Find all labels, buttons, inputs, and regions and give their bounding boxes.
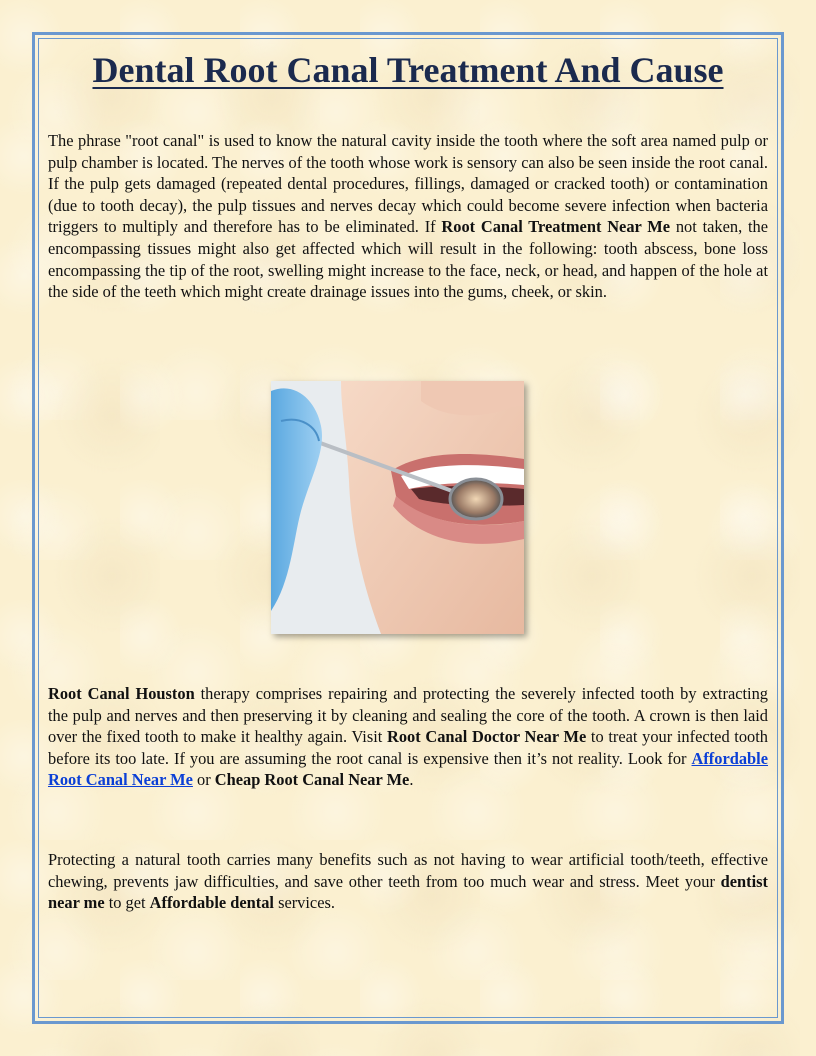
benefits-text-3: services. (273, 893, 335, 913)
keyword-root-canal-treatment-near-me: Root Canal Treatment Near Me (441, 217, 671, 237)
keyword-root-canal-houston: Root Canal Houston (48, 684, 195, 703)
keyword-cheap-root-canal-near-me: Cheap Root Canal Near Me (214, 770, 410, 790)
benefits-paragraph (48, 849, 768, 914)
benefits-text-2: to get (104, 893, 150, 913)
intro-text: The phrase "root canal" is used to know the natural cavity inside the tooth where the soft area named pulp or pulp chamber is located. The nerves of the tooth whose work is sensory can also be seen inside the root canal. If the pulp gets damaged (repeated dental procedures, fillings, damaged or cracked tooth) or contamination (due to tooth decay), the pulp tissues and nerves decay which could become severe infection when bacteria triggers to multiply and therefore has to be eliminated. If (48, 131, 768, 237)
treatment-paragraph (48, 683, 768, 791)
keyword-dentist-near-me: dentist near me (48, 871, 768, 913)
treatment-text-1: therapy comprises repairing and protecting the severely infected tooth by extracting the pulp and nerves and then preserving it by cleaning and sealing the core of the tooth. A crown is then laid over the fixed tooth to make it healthy again. Visit (48, 684, 768, 747)
dental-exam-photo (271, 381, 524, 634)
benefits-text-1: Protecting a natural tooth carries many benefits such as not having to wear artificial tooth/teeth, effective chewing, prevents jaw difficulties, and save other teeth from too much wear and stress. Meet your (48, 850, 768, 891)
treatment-text-4: . (409, 770, 414, 790)
intro-rest-text: not taken, the encompassing tissues might also get affected which will result in the following: tooth abscess, bone loss encompassing the tip of the root, swelling might increase to the face, neck, or head, and happen of the hole at the side of the teeth which might create drainage issues into the gums, cheek, or skin. (48, 217, 768, 302)
treatment-text-3: or (192, 770, 215, 790)
dental-mirror-illustration (271, 381, 524, 634)
intro-paragraph (48, 130, 768, 303)
keyword-root-canal-doctor-near-me: Root Canal Doctor Near Me (387, 727, 587, 747)
keyword-affordable-dental: Affordable dental (149, 893, 274, 913)
affordable-root-canal-link[interactable]: Affordable Root Canal Near Me (48, 748, 768, 790)
treatment-text-2: to treat your infected tooth before its too late. If you are assuming the root canal is expensive then it’s not reality. Look for (48, 727, 769, 768)
page-title-text: Dental Root Canal Treatment And Cause (92, 50, 724, 90)
page-title (40, 46, 776, 94)
